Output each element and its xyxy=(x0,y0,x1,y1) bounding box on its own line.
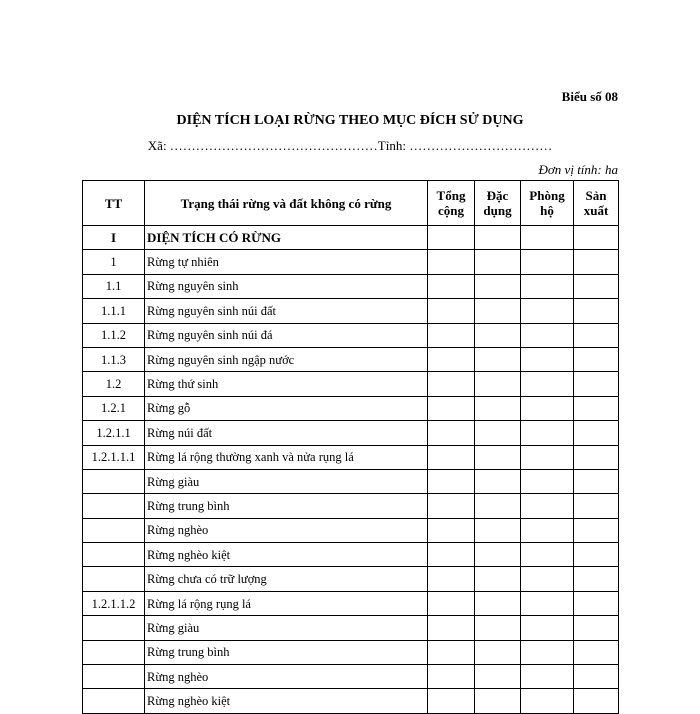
protection-cell xyxy=(521,396,574,420)
header-tt: TT xyxy=(83,181,145,226)
row-number-cell xyxy=(83,494,145,518)
row-description-cell: Rừng nguyên sinh núi đất xyxy=(145,299,428,323)
forest-area-table xyxy=(82,180,619,714)
table-row xyxy=(83,396,619,420)
table-row xyxy=(83,421,619,445)
row-number-cell xyxy=(83,469,145,493)
production-cell xyxy=(574,616,619,640)
table-row xyxy=(83,640,619,664)
special-use-cell xyxy=(475,518,521,542)
header-production-line1: Sản xyxy=(585,188,607,203)
row-number-cell xyxy=(83,543,145,567)
production-cell xyxy=(574,250,619,274)
total-cell xyxy=(428,372,475,396)
row-description-cell: Rừng nghèo kiệt xyxy=(145,543,428,567)
production-cell xyxy=(574,640,619,664)
production-cell xyxy=(574,689,619,713)
row-number-cell: I xyxy=(83,226,145,250)
production-cell xyxy=(574,494,619,518)
header-protection-line1: Phòng xyxy=(529,188,565,203)
header-special-use xyxy=(475,181,521,226)
protection-cell xyxy=(521,274,574,298)
row-number-cell: 1.2.1 xyxy=(83,396,145,420)
protection-cell xyxy=(521,299,574,323)
protection-cell xyxy=(521,323,574,347)
row-number-cell: 1.1 xyxy=(83,274,145,298)
protection-cell xyxy=(521,518,574,542)
production-cell xyxy=(574,665,619,689)
total-cell xyxy=(428,347,475,371)
special-use-cell xyxy=(475,616,521,640)
row-number-cell xyxy=(83,689,145,713)
header-special-use-line2: dụng xyxy=(483,203,512,218)
table-row xyxy=(83,567,619,591)
special-use-cell xyxy=(475,347,521,371)
special-use-cell xyxy=(475,445,521,469)
protection-cell xyxy=(521,689,574,713)
table-row xyxy=(83,543,619,567)
row-description-cell: Rừng thứ sinh xyxy=(145,372,428,396)
protection-cell xyxy=(521,543,574,567)
protection-cell xyxy=(521,226,574,250)
protection-cell xyxy=(521,665,574,689)
header-total-line1: Tổng xyxy=(436,188,466,203)
production-cell xyxy=(574,299,619,323)
header-production-line2: xuất xyxy=(583,203,609,218)
total-cell xyxy=(428,299,475,323)
protection-cell xyxy=(521,591,574,615)
production-cell xyxy=(574,543,619,567)
table-row xyxy=(83,469,619,493)
row-description-cell: Rừng gỗ xyxy=(145,396,428,420)
table-body xyxy=(83,226,619,714)
table-row xyxy=(83,616,619,640)
total-cell xyxy=(428,494,475,518)
protection-cell xyxy=(521,494,574,518)
total-cell xyxy=(428,543,475,567)
row-number-cell: 1.2 xyxy=(83,372,145,396)
table-row xyxy=(83,226,619,250)
production-cell xyxy=(574,469,619,493)
row-number-cell xyxy=(83,665,145,689)
table-row xyxy=(83,518,619,542)
protection-cell xyxy=(521,469,574,493)
row-description-cell: Rừng núi đất xyxy=(145,421,428,445)
row-number-cell xyxy=(83,518,145,542)
table-row xyxy=(83,274,619,298)
production-cell xyxy=(574,567,619,591)
special-use-cell xyxy=(475,226,521,250)
row-description-cell: Rừng nguyên sinh xyxy=(145,274,428,298)
header-protection xyxy=(521,181,574,226)
production-cell xyxy=(574,347,619,371)
row-description-cell: Rừng trung bình xyxy=(145,640,428,664)
total-cell xyxy=(428,689,475,713)
document-title: DIỆN TÍCH LOẠI RỪNG THEO MỤC ĐÍCH SỬ DỤNG xyxy=(176,113,524,128)
row-description-cell: Rừng nghèo xyxy=(145,665,428,689)
special-use-cell xyxy=(475,250,521,274)
production-cell xyxy=(574,518,619,542)
header-description: Trạng thái rừng và đất không có rừng xyxy=(145,181,428,226)
row-description-cell: Rừng nghèo xyxy=(145,518,428,542)
row-description-cell: Rừng nghèo kiệt xyxy=(145,689,428,713)
row-number-cell: 1 xyxy=(83,250,145,274)
table-row xyxy=(83,372,619,396)
total-cell xyxy=(428,469,475,493)
special-use-cell xyxy=(475,421,521,445)
table-row xyxy=(83,665,619,689)
table-header-row xyxy=(83,181,619,226)
table-row xyxy=(83,591,619,615)
row-number-cell: 1.2.1.1 xyxy=(83,421,145,445)
total-cell xyxy=(428,518,475,542)
total-cell xyxy=(428,396,475,420)
row-description-cell: Rừng trung bình xyxy=(145,494,428,518)
protection-cell xyxy=(521,445,574,469)
table-row xyxy=(83,445,619,469)
row-number-cell: 1.1.2 xyxy=(83,323,145,347)
special-use-cell xyxy=(475,665,521,689)
protection-cell xyxy=(521,372,574,396)
row-description-cell: DIỆN TÍCH CÓ RỪNG xyxy=(145,226,428,250)
special-use-cell xyxy=(475,640,521,664)
protection-cell xyxy=(521,640,574,664)
row-number-cell: 1.1.3 xyxy=(83,347,145,371)
protection-cell xyxy=(521,616,574,640)
header-special-use-line1: Đặc xyxy=(486,188,509,203)
row-description-cell: Rừng giàu xyxy=(145,469,428,493)
special-use-cell xyxy=(475,299,521,323)
total-cell xyxy=(428,421,475,445)
row-number-cell xyxy=(83,616,145,640)
total-cell xyxy=(428,323,475,347)
row-number-cell: 1.1.1 xyxy=(83,299,145,323)
table-row xyxy=(83,250,619,274)
protection-cell xyxy=(521,347,574,371)
total-cell xyxy=(428,640,475,664)
location-line: Xã: …………………………………………Tỉnh: …………………………… xyxy=(147,138,553,153)
protection-cell xyxy=(521,421,574,445)
header-production xyxy=(574,181,619,226)
total-cell xyxy=(428,226,475,250)
special-use-cell xyxy=(475,323,521,347)
total-cell xyxy=(428,445,475,469)
header-total-line2: cộng xyxy=(438,203,464,218)
special-use-cell xyxy=(475,274,521,298)
production-cell xyxy=(574,226,619,250)
table-row xyxy=(83,299,619,323)
production-cell xyxy=(574,323,619,347)
production-cell xyxy=(574,396,619,420)
header-protection-line2: hộ xyxy=(540,203,554,218)
total-cell xyxy=(428,665,475,689)
unit-line: Đơn vị tính: ha xyxy=(538,162,618,177)
special-use-cell xyxy=(475,469,521,493)
production-cell xyxy=(574,445,619,469)
row-description-cell: Rừng giàu xyxy=(145,616,428,640)
production-cell xyxy=(574,274,619,298)
special-use-cell xyxy=(475,494,521,518)
row-number-cell: 1.2.1.1.1 xyxy=(83,445,145,469)
production-cell xyxy=(574,591,619,615)
production-cell xyxy=(574,372,619,396)
table-row xyxy=(83,494,619,518)
special-use-cell xyxy=(475,543,521,567)
total-cell xyxy=(428,591,475,615)
row-number-cell xyxy=(83,567,145,591)
production-cell xyxy=(574,421,619,445)
special-use-cell xyxy=(475,689,521,713)
table-row xyxy=(83,689,619,713)
table-row xyxy=(83,323,619,347)
total-cell xyxy=(428,567,475,591)
row-description-cell: Rừng tự nhiên xyxy=(145,250,428,274)
row-description-cell: Rừng chưa có trữ lượng xyxy=(145,567,428,591)
protection-cell xyxy=(521,567,574,591)
row-number-cell xyxy=(83,640,145,664)
special-use-cell xyxy=(475,567,521,591)
row-description-cell: Rừng nguyên sinh núi đá xyxy=(145,323,428,347)
special-use-cell xyxy=(475,396,521,420)
table-row xyxy=(83,347,619,371)
total-cell xyxy=(428,250,475,274)
row-description-cell: Rừng lá rộng thường xanh và nửa rụng lá xyxy=(145,445,428,469)
protection-cell xyxy=(521,250,574,274)
row-number-cell: 1.2.1.1.2 xyxy=(83,591,145,615)
special-use-cell xyxy=(475,372,521,396)
row-description-cell: Rừng lá rộng rụng lá xyxy=(145,591,428,615)
header-total xyxy=(428,181,475,226)
row-description-cell: Rừng nguyên sinh ngập nước xyxy=(145,347,428,371)
total-cell xyxy=(428,616,475,640)
form-code: Biểu số 08 xyxy=(561,89,618,104)
special-use-cell xyxy=(475,591,521,615)
total-cell xyxy=(428,274,475,298)
